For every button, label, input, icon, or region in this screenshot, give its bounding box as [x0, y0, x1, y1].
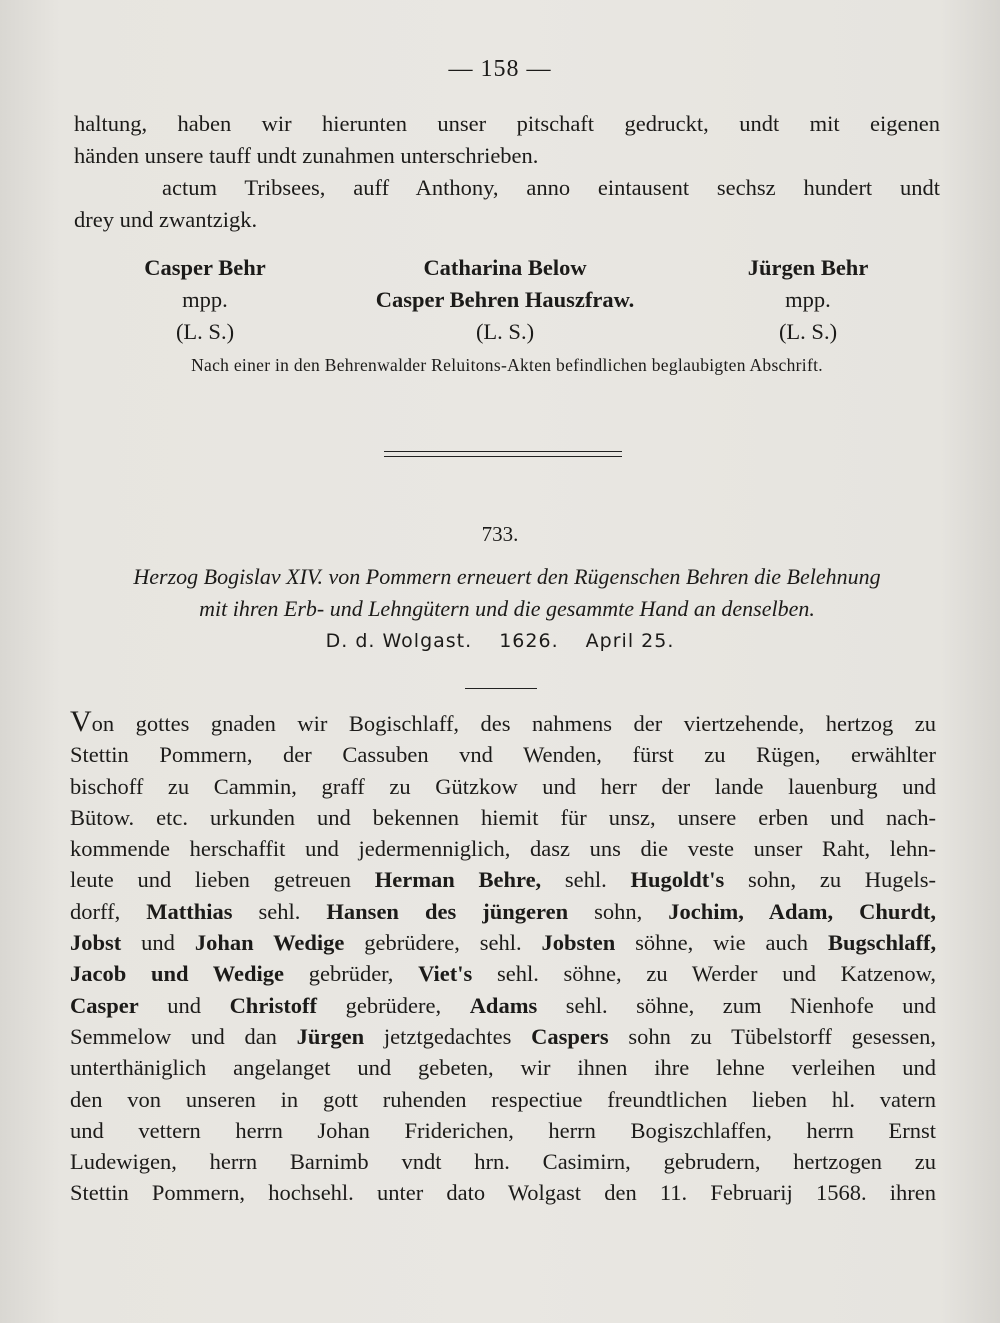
- heading-line: mit ihren Erb- und Lehngütern und die gesammte Hand an denselben.: [199, 596, 815, 621]
- person-name: Jochim, Adam, Churdt,: [668, 898, 937, 924]
- text-line: händen unsere tauff undt zunahmen unterschrieben.: [74, 143, 539, 168]
- text-line: Von gottes gnaden wir Bogischlaff, des nahmens der viertzehende, hertzog zu: [70, 705, 936, 738]
- text-line: Jobst und Johan Wedige gebrüdere, sehl. Jobsten söhne, wie auch Bugschlaff,: [70, 930, 937, 956]
- person-name: Christoff: [229, 992, 318, 1018]
- seal-mark: (L. S.): [175, 319, 235, 344]
- person-name: Viet's: [418, 961, 473, 987]
- mpp-mark: mpp.: [785, 287, 831, 312]
- text-line: Bütow. etc. urkunden und bekennen hiemit für unsz, unsere erben und nach-: [70, 804, 936, 830]
- signature-center: [330, 252, 680, 348]
- document-heading: [74, 561, 940, 625]
- person-name: Bugschlaff,: [827, 930, 937, 956]
- person-name: Adams: [469, 992, 538, 1018]
- mpp-mark: mpp.: [182, 287, 228, 312]
- person-name: Johan Wedige: [194, 930, 345, 956]
- document-number: 733.: [481, 522, 519, 546]
- signatory-name: Casper Behr: [144, 255, 266, 280]
- date-year: 1626.: [499, 630, 559, 652]
- page-number: — 158 —: [448, 56, 552, 82]
- intro-paragraph: [74, 108, 940, 236]
- text-line: Jacob und Wedige gebrüder, Viet's sehl. söhne, zu Werder und Katzenow,: [70, 961, 937, 987]
- heading-divider: [465, 688, 537, 689]
- text-line: leute und lieben getreuen Herman Behre, sehl. Hugoldt's sohn, zu Hugels-: [70, 867, 937, 893]
- seal-mark: (L. S.): [778, 319, 838, 344]
- person-name: Caspers: [531, 1023, 609, 1049]
- text-line: unterthäniglich angelanget und gebeten, wir ihnen ihre lehne verleihen und: [70, 1055, 936, 1081]
- text-line: kommende herschaffit und jedermenniglich, dasz uns die veste unser Raht, lehn-: [70, 836, 936, 862]
- text-line: und vettern herrn Johan Friderichen, herrn Bogiszchlaffen, herrn Ernst: [70, 1117, 936, 1143]
- date-place: D. d. Wolgast.: [325, 630, 473, 652]
- text-line: haltung, haben wir hierunten unser pitschaft gedruckt, undt mit eigenen: [74, 111, 940, 136]
- text-line: Ludewigen, herrn Barnimb vndt hrn. Casimirn, gebrudern, hertzogen zu: [70, 1149, 936, 1175]
- person-name: Casper: [70, 992, 139, 1018]
- section-divider: [384, 451, 622, 457]
- text-line: Semmelow und dan Jürgen jetztgedachtes Caspers sohn zu Tübelstorff gesessen,: [70, 1023, 937, 1049]
- seal-mark: (L. S.): [475, 319, 535, 344]
- source-note: Nach einer in den Behrenwalder Reluitons-Akten befindlichen beglaubigten Abschrift.: [191, 355, 823, 375]
- person-name: Jobsten: [541, 930, 616, 956]
- heading-line: Herzog Bogislav XIV. von Pommern erneuert den Rügenschen Behren die Belehnung: [133, 564, 881, 589]
- signatory-name: Catharina Below: [423, 255, 587, 280]
- person-name: Jürgen: [296, 1023, 365, 1049]
- signatory-name: Jürgen Behr: [747, 255, 869, 280]
- text-line: Stettin Pommern, der Cassuben vnd Wenden, fürst zu Rügen, erwählter: [70, 742, 936, 768]
- person-name: Jacob und Wedige: [70, 961, 285, 987]
- text-line: drey und zwantzigk.: [74, 207, 258, 232]
- initial-letter: V: [70, 705, 92, 738]
- document-body: [70, 705, 937, 1209]
- text-line: Casper und Christoff gebrüdere, Adams sehl. söhne, zum Nienhofe und: [70, 992, 937, 1018]
- date-day: April 25.: [585, 630, 675, 652]
- text-line: dorff, Matthias sehl. Hansen des jüngeren sohn, Jochim, Adam, Churdt,: [70, 898, 937, 924]
- person-name: Hansen des jüngeren: [326, 898, 569, 924]
- text-line: den von unseren in gott ruhenden respectiue freundtlichen lieben hl. vatern: [70, 1086, 936, 1112]
- person-name: Jobst: [70, 930, 122, 956]
- text-line: actum Tribsees, auff Anthony, anno eintausent sechsz hundert undt: [162, 175, 940, 200]
- signatory-name: Casper Behren Hauszfraw.: [375, 287, 635, 312]
- document-date: [0, 630, 1000, 652]
- person-name: Hugoldt's: [630, 867, 725, 893]
- person-name: Herman Behre,: [374, 867, 542, 893]
- person-name: Matthias: [146, 898, 233, 924]
- text-line: Stettin Pommern, hochsehl. unter dato Wolgast den 11. Februarij 1568. ihren: [70, 1180, 936, 1206]
- signature-left: [115, 252, 295, 348]
- signature-right: [718, 252, 898, 348]
- text-line: bischoff zu Cammin, graff zu Gützkow und herr der lande lauenburg und: [70, 773, 936, 799]
